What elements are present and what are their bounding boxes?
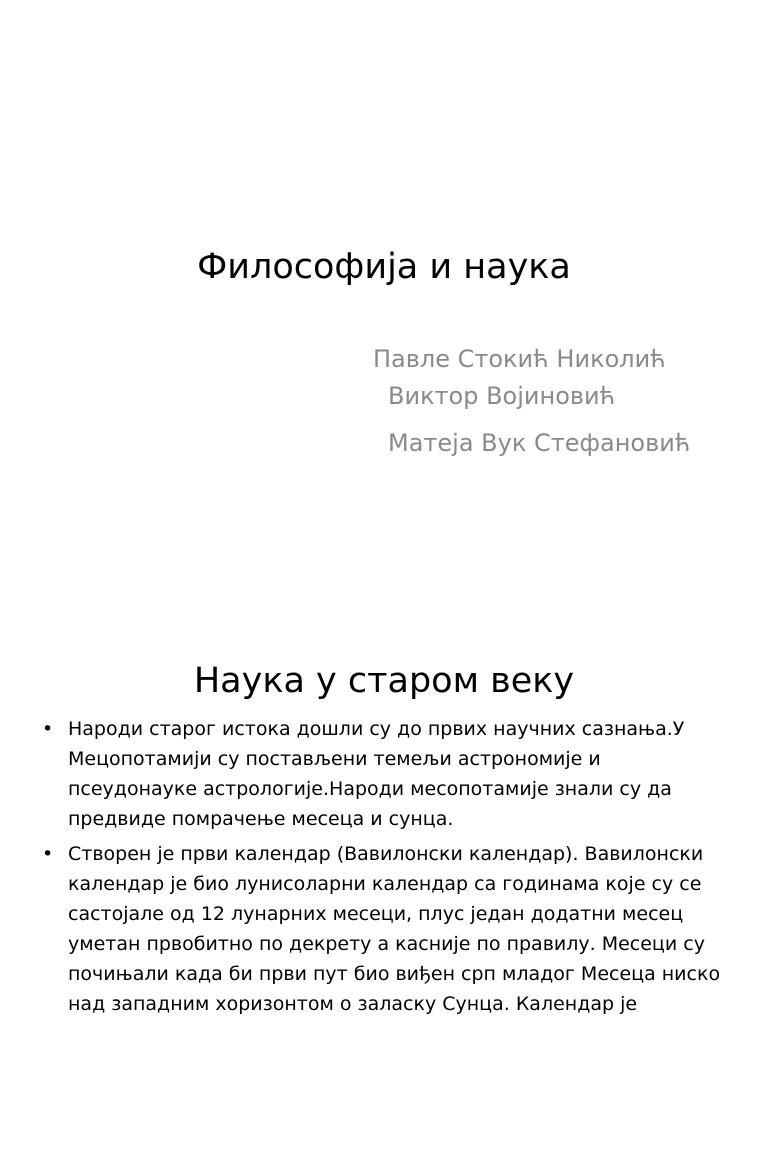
bullet-item: [42, 839, 732, 1019]
author-name: Павле Стокић Николић: [373, 345, 666, 373]
content-slide: [0, 576, 768, 1152]
slide-title: Наука у старом веку: [193, 661, 575, 702]
author-name: Виктор Војиновић: [388, 382, 616, 410]
bullet-text: Народи старог истока дошли су до првих научних сазнања.У Мецопотамији су постављени темељи астрономије и псеудонауке астрологије.Народи месопотамије знали су да предвиде помрачење месеца и сунца.: [68, 718, 685, 830]
bullet-item: [42, 714, 732, 834]
bullet-point-icon: •: [42, 843, 54, 865]
bullet-list: [42, 714, 732, 1024]
bullet-text: Створен је први календар (Вавилонски календар). Вавилонски календар је био лунисоларни календар са годинама које су се састојале од 12 лунарних месеци, плус један додатни месец уметан првобитно по декрету а касније по правилу. Месеци су почињали када би први пут био виђен срп младог Месеца ниско над западним хоризонтом о заласку Сунца. Календар је: [68, 843, 721, 1015]
presentation-title: Философија и наука: [197, 247, 571, 288]
bullet-point-icon: •: [42, 718, 54, 740]
author-name: Матеја Вук Стефановић: [388, 429, 691, 457]
